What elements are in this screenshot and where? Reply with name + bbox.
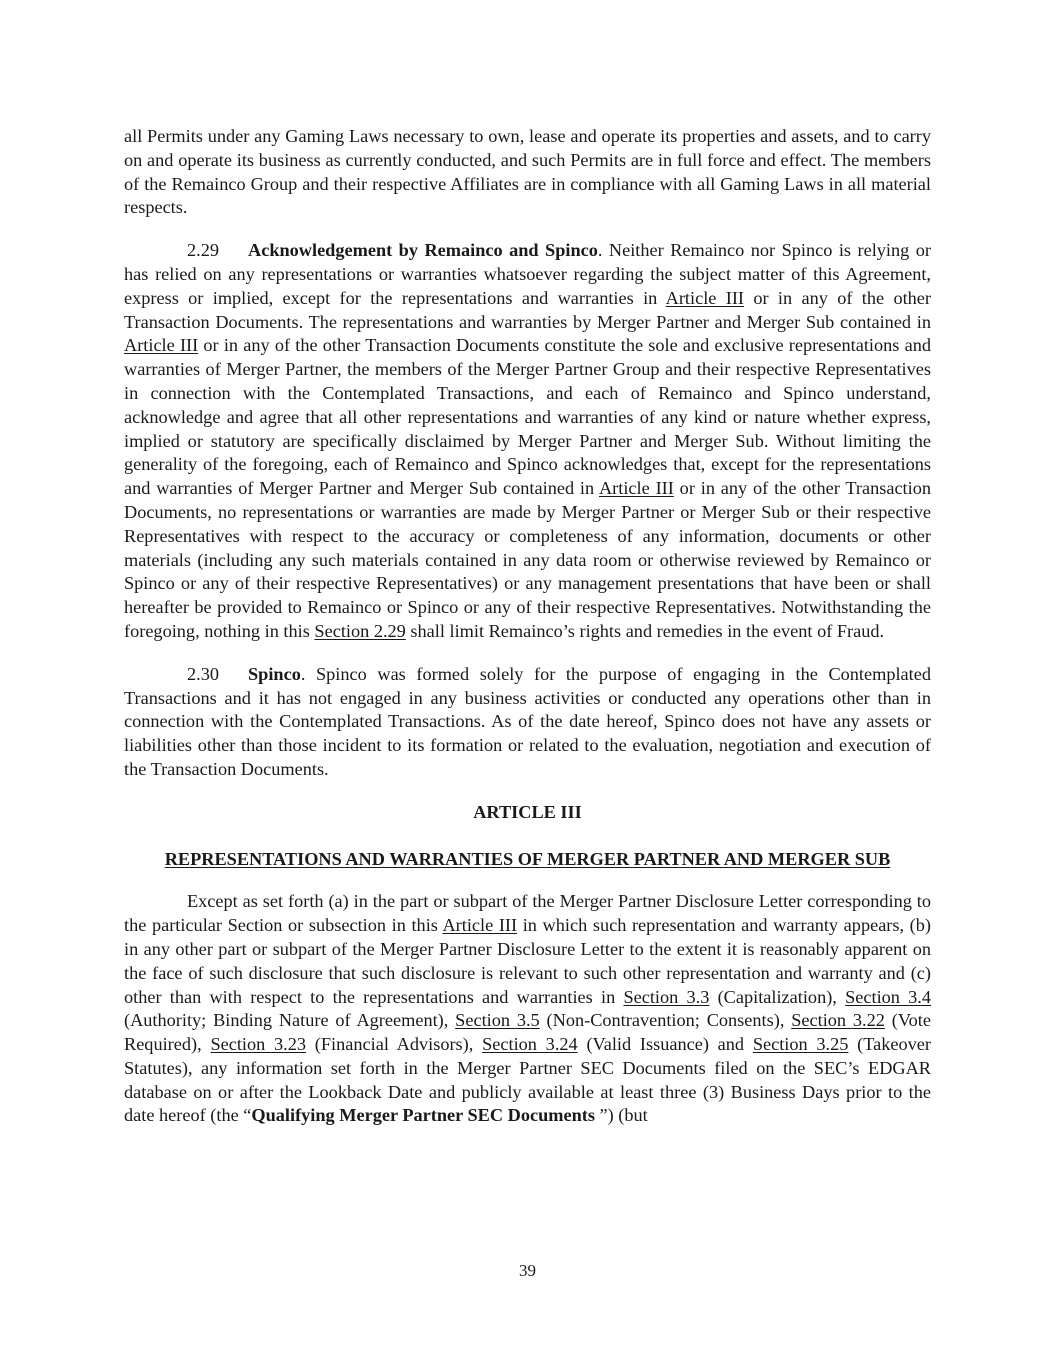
article-title: REPRESENTATIONS AND WARRANTIES OF MERGER PARTNER AND MERGER SUB <box>164 848 891 869</box>
section-2-29: 2.29 Acknowledgement by Remainco and Spinco. Neither Remainco nor Spinco is relying or has relied on any representations or warranties whatsoever regarding the subject matter of this Agreement, express or implied, except for the representations and warranties in Article III or in any of the other Transaction Documents. The representations and warranties by Merger Partner and Merger Sub contained in Article III or in any of the other Transaction Documents constitute the sole and exclusive representations and warranties of Merger Partner, the members of the Merger Partner Group and their respective Representatives in connection with the Contemplated Transactions, and each of Remainco and Spinco understand, acknowledge and agree that all other representations and warranties of any kind or nature whether express, implied or statutory are specifically disclaimed by Merger Partner and Merger Sub. Without limiting the generality of the foregoing, each of Remainco and Spinco acknowledges that, except for the representations and warranties of Merger Partner and Merger Sub contained in Article III or in any of the other Transaction Documents, no representations or warranties are made by Merger Partner or Merger Sub or their respective Representatives with respect to the accuracy or completeness of any information, documents or other materials (including any such materials contained in any data room or otherwise reviewed by Remainco or Spinco or any of their respective Representatives) or any management presentations that have been or shall hereafter be provided to Remainco or Spinco or any of their respective Representatives. Notwithstanding the foregoing, nothing in this Section 2.29 shall limit Remainco’s rights and remedies in the event of Fraud. <box>124 240 932 641</box>
section-2-30: 2.30 Spinco. Spinco was formed solely for the purpose of engaging in the Contemplated Transactions and it has not engaged in any business activities or conducted any operations other than in connection with the Contemplated Transactions. As of the date hereof, Spinco does not have any assets or liabilities other than those incident to its formation or related to the evaluation, negotiation and execution of the Transaction Documents. <box>124 663 931 779</box>
page-number: 39 <box>519 1261 536 1280</box>
page-body <box>124 125 931 1128</box>
section-title: Acknowledgement by Remainco and Spinco <box>248 240 598 261</box>
section-reference: Section 3.25 <box>752 1034 849 1055</box>
paragraph-gaming-permits: all Permits under any Gaming Laws necessary to own, lease and operate its properties and assets, and to carry on and operate its business as currently conducted, and such Permits are in full force and effect. The members of the Remainco Group and their respective Affiliates are in compliance with all Gaming Laws in all material respects. <box>124 126 931 218</box>
section-number: 2.29 <box>187 240 219 261</box>
section-title: Spinco <box>248 663 301 684</box>
section-2-29-reference: Section 2.29 <box>314 620 406 641</box>
section-reference: Section 3.22 <box>791 1010 885 1031</box>
article-iii-reference: Article III <box>598 478 674 499</box>
article-iii-reference: Article III <box>124 335 199 356</box>
section-number: 2.30 <box>187 663 219 684</box>
section-reference: Section 3.24 <box>482 1034 578 1055</box>
article-iii-reference: Article III <box>442 915 518 936</box>
defined-term: Qualifying Merger Partner SEC Documents <box>251 1105 595 1126</box>
article-iii-intro: Except as set forth (a) in the part or subpart of the Merger Partner Disclosure Letter corresponding to the particular Section or subsection in this Article III in which such representation and warranty appears, (b) in any other part or subpart of the Merger Partner Disclosure Letter to the extent it is reasonably apparent on the face of such disclosure that such disclosure is relevant to such other representation and warranty and (c) other than with respect to the representations and warranties in Section 3.3 (Capitalization), Section 3.4 (Authority; Binding Nature of Agreement), Section 3.5 (Non-Contravention; Consents), Section 3.22 (Vote Required), Section 3.23 (Financial Advisors), Section 3.24 (Valid Issuance) and Section 3.25 (Takeover Statutes), any information set forth in the Merger Partner SEC Documents filed on the SEC’s EDGAR database on or after the Lookback Date and publicly available at least three (3) Business Days prior to the date hereof (the “Qualifying Merger Partner SEC Documents ”) (but <box>124 891 932 1126</box>
article-iii-reference: Article III <box>665 287 744 308</box>
section-reference: Section 3.23 <box>210 1034 307 1055</box>
section-reference: Section 3.3 <box>623 986 710 1007</box>
article-heading: ARTICLE III <box>473 801 582 822</box>
section-reference: Section 3.5 <box>455 1010 540 1031</box>
section-reference: Section 3.4 <box>845 986 931 1007</box>
